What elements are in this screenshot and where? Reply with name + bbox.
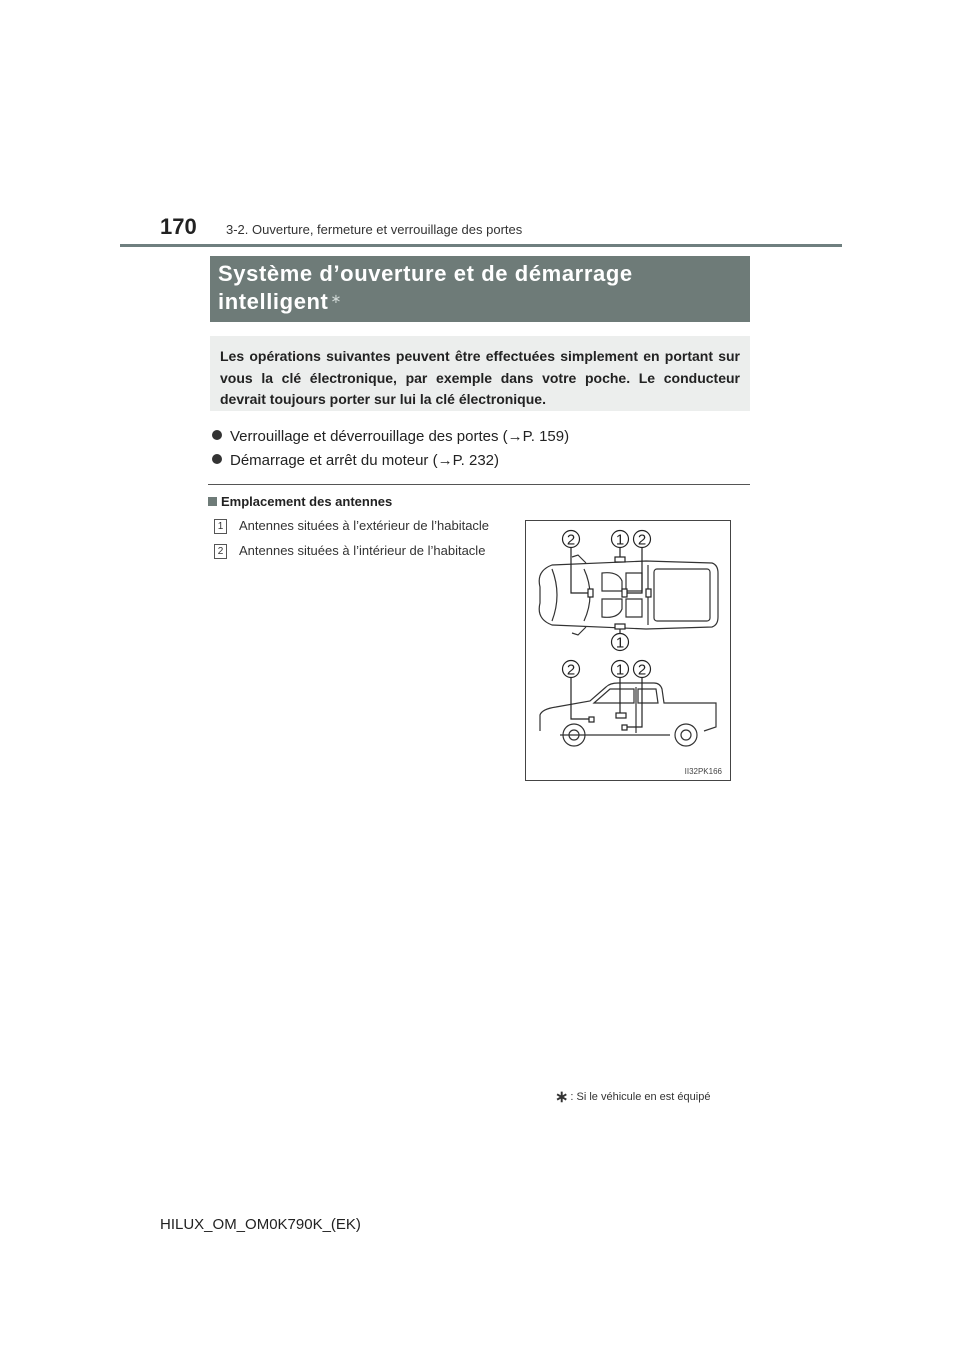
legend-item-2 (214, 543, 485, 559)
document-code: HILUX_OM_OM0K790K_(EK) (160, 1216, 361, 1233)
bullet-icon (212, 430, 222, 440)
antenna-marker (615, 624, 625, 629)
antenna-marker (622, 725, 627, 730)
intro-text: Les opérations suivantes peuvent être effectuées simplement en portant sur vous la clé électronique, par exemple dans votre poche. Le conducteur devrait toujours porter sur lui la clé électronique. (220, 348, 740, 407)
truck-top-outline (539, 561, 718, 629)
callout-label: 2 (637, 661, 647, 679)
bullet-item-lock (212, 428, 569, 445)
truck-bed (654, 569, 710, 621)
bullet-text: Démarrage et arrêt du moteur (→P. 232) (230, 452, 500, 469)
legend-number: 2 (214, 544, 227, 559)
legend-item-1 (214, 518, 489, 534)
truck-side-body (540, 683, 716, 731)
truck-side-window (594, 689, 634, 703)
front-seat-left (602, 573, 622, 591)
rear-seat-left (626, 573, 642, 591)
antenna-marker (589, 717, 594, 722)
square-bullet-icon (208, 497, 217, 506)
rear-wheel (675, 724, 697, 746)
antenna-marker (615, 557, 625, 562)
figure-code: II32PK166 (684, 767, 722, 776)
antenna-location-figure (525, 520, 731, 781)
truck-side-rear-window (638, 689, 658, 703)
section-title: Système d’ouverture et de démarrage intelligent (218, 261, 633, 314)
header-divider (120, 244, 842, 247)
callout-label: 1 (615, 531, 625, 549)
truck-hood (552, 569, 557, 621)
rear-wheel-hub (681, 730, 691, 740)
section-title-banner (210, 256, 750, 322)
section-path: 3-2. Ouverture, fermeture et verrouillage des portes (226, 222, 523, 237)
footnote-star: ∗ (555, 1089, 569, 1106)
bullet-icon (212, 454, 222, 464)
leader-line (571, 547, 588, 593)
subsection-heading (208, 494, 392, 509)
front-seat-right (602, 599, 622, 617)
bullet-item-engine (212, 452, 499, 469)
antenna-marker (622, 589, 627, 597)
bullet-text: Verrouillage et déverrouillage des portes (→P. 159) (230, 428, 570, 445)
subsection-divider (208, 484, 750, 485)
antenna-marker (646, 589, 651, 597)
legend-label: Antennes situées à l’extérieur de l’habitacle (239, 518, 490, 533)
page-number: 170 (160, 214, 197, 239)
leader-line (627, 547, 642, 593)
callout-label: 1 (615, 634, 625, 652)
callout-label: 2 (637, 531, 647, 549)
legend-label: Antennes situées à l’intérieur de l’habitacle (239, 543, 486, 558)
leader-line (571, 677, 589, 719)
antenna-marker (616, 713, 626, 718)
legend-number: 1 (214, 519, 227, 534)
callout-label: 2 (566, 661, 576, 679)
optional-equipment-star: ∗ (330, 290, 342, 306)
subsection-heading-text: Emplacement des antennes (221, 494, 393, 509)
mirror-left (572, 555, 586, 563)
intro-box (210, 336, 750, 411)
callout-label: 2 (566, 531, 576, 549)
vehicle-illustration (526, 521, 730, 780)
footnote (555, 1087, 710, 1107)
rear-seat-right (626, 599, 642, 617)
callout-label: 1 (615, 661, 625, 679)
mirror-right (572, 627, 586, 635)
antenna-marker (588, 589, 593, 597)
footnote-text: : Si le véhicule en est équipé (570, 1091, 711, 1103)
